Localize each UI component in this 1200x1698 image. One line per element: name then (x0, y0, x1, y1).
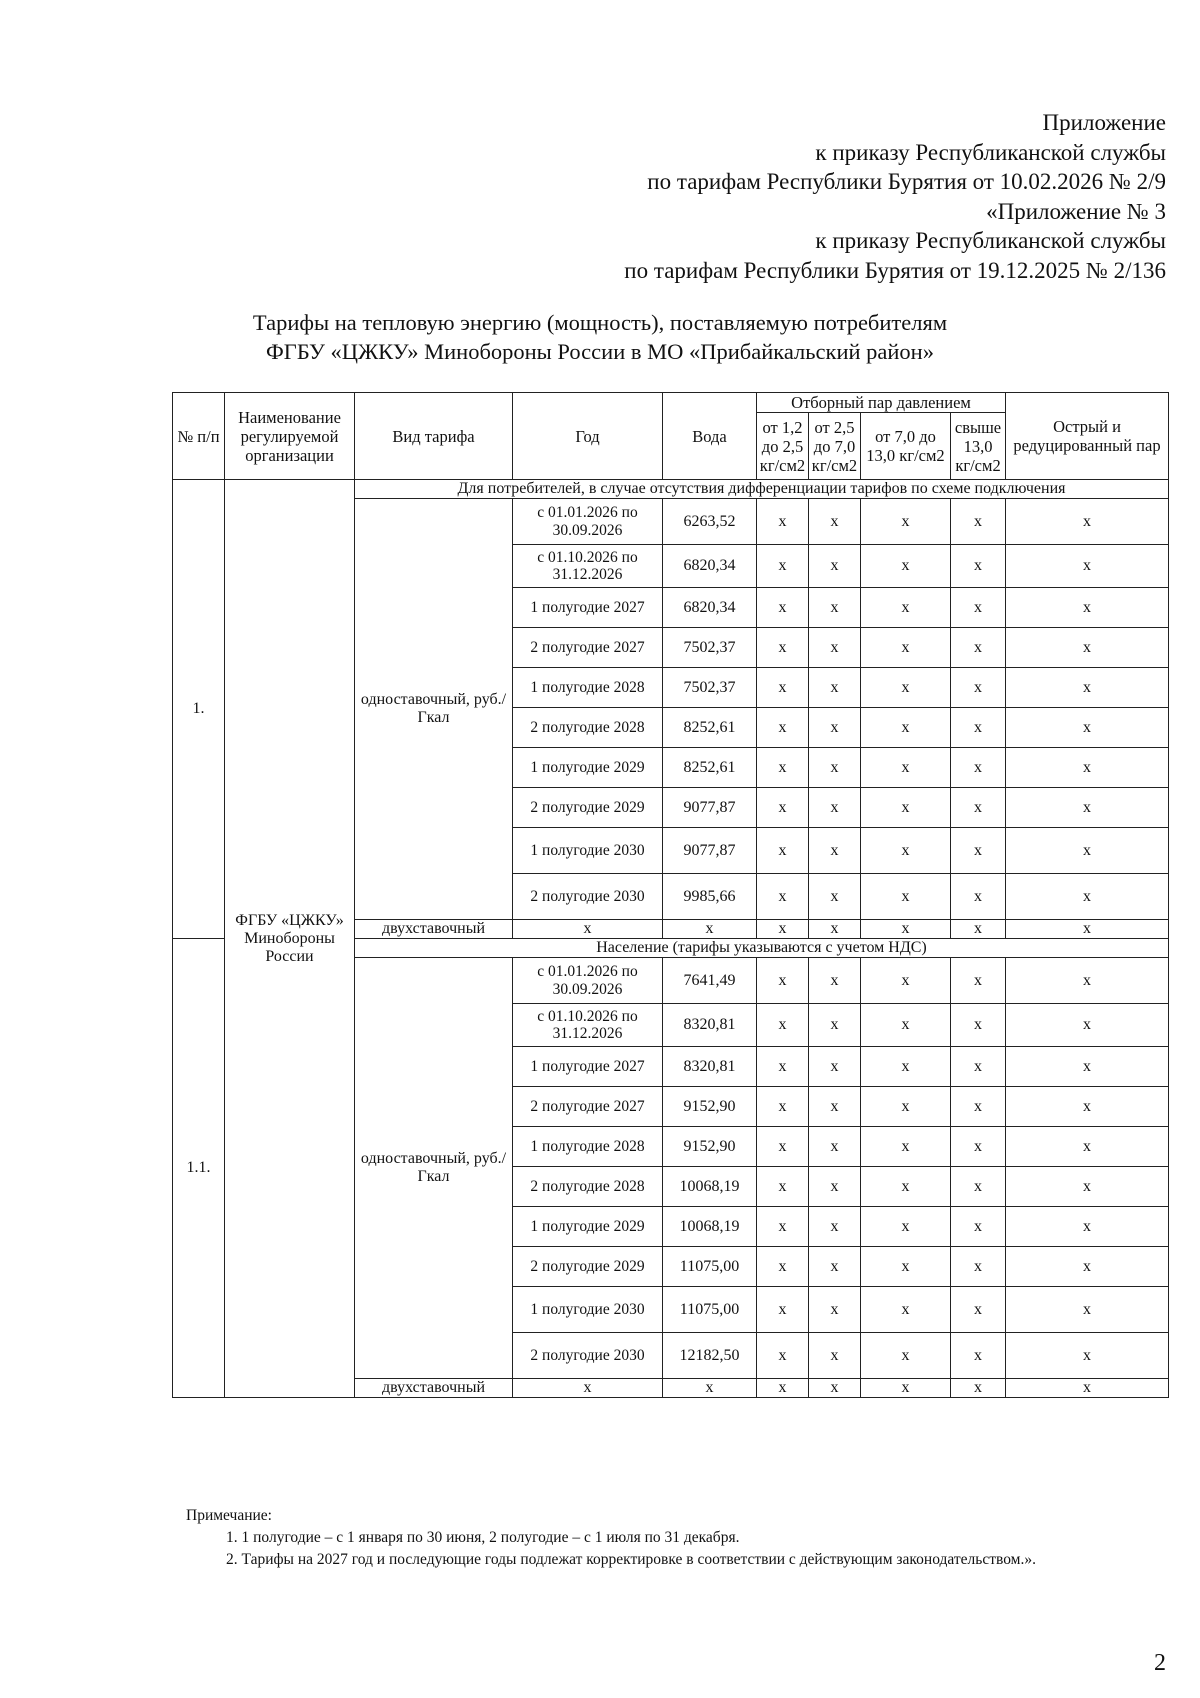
section-row (173, 480, 1169, 499)
cell-pressure-1-empty: х (757, 1379, 809, 1398)
tariff-table (172, 392, 1169, 1398)
period-cell: 1 полугодие 2027 (513, 1047, 663, 1087)
water-tariff-value: 6820,34 (663, 588, 757, 628)
water-tariff-value: 11075,00 (663, 1247, 757, 1287)
period-cell: с 01.01.2026 по 30.09.2026 (513, 958, 663, 1004)
cell-pressure-4-empty: х (951, 668, 1006, 708)
header-pressure-2: от 2,5 до 7,0 кг/см2 (809, 413, 861, 480)
period-cell: 2 полугодие 2027 (513, 1087, 663, 1127)
cell-pressure-1-empty: х (757, 668, 809, 708)
period-cell: 1 полугодие 2030 (513, 828, 663, 874)
cell-pressure-1-empty: х (757, 748, 809, 788)
water-tariff-value: 9152,90 (663, 1127, 757, 1167)
cell-sharp-steam-empty: х (1006, 1379, 1169, 1398)
period-cell: 1 полугодие 2029 (513, 748, 663, 788)
cell-pressure-1-empty: х (757, 1167, 809, 1207)
cell-pressure-4-empty: х (951, 708, 1006, 748)
cell-pressure-1-empty: х (757, 958, 809, 1004)
cell-pressure-2-empty: х (809, 1247, 861, 1287)
period-cell: 2 полугодие 2030 (513, 1333, 663, 1379)
cell-pressure-2-empty: х (809, 1087, 861, 1127)
water-tariff-value: 7641,49 (663, 958, 757, 1004)
cell-pressure-1-empty: х (757, 499, 809, 545)
cell-pressure-4-empty: х (951, 920, 1006, 939)
cell-pressure-2-empty: х (809, 920, 861, 939)
cell-pressure-4-empty: х (951, 828, 1006, 874)
header-steam-group: Отборный пар давлением (757, 393, 1006, 413)
period-cell: 1 полугодие 2029 (513, 1207, 663, 1247)
cell-sharp-steam-empty: х (1006, 1127, 1169, 1167)
cell-pressure-3-empty: х (861, 1333, 951, 1379)
notes-title: Примечание: (186, 1507, 272, 1524)
cell-sharp-steam-empty: х (1006, 1167, 1169, 1207)
cell-pressure-3-empty: х (861, 708, 951, 748)
title-line-1: Тарифы на тепловую энергию (мощность), поставляемую потребителям (252, 310, 948, 335)
section-label: Для потребителей, в случае отсутствия дифференциации тарифов по схеме подключения (355, 480, 1169, 499)
two-rate-label: двухставочный (355, 1379, 513, 1398)
period-cell: с 01.01.2026 по 30.09.2026 (513, 499, 663, 545)
cell-pressure-1-empty: х (757, 874, 809, 920)
water-tariff-value: 8252,61 (663, 748, 757, 788)
period-cell: 2 полугодие 2028 (513, 708, 663, 748)
cell-pressure-2-empty: х (809, 828, 861, 874)
cell-pressure-3-empty: х (861, 1087, 951, 1127)
cell-pressure-4-empty: х (951, 788, 1006, 828)
cell-pressure-4-empty: х (951, 1287, 1006, 1333)
cell-pressure-3-empty: х (861, 958, 951, 1004)
header-year: Год (513, 393, 663, 480)
cell-pressure-3-empty: х (861, 1207, 951, 1247)
cell-pressure-2-empty: х (809, 1287, 861, 1333)
cell-pressure-4-empty: х (951, 588, 1006, 628)
cell-sharp-steam-empty: х (1006, 499, 1169, 545)
water-tariff-value: 7502,37 (663, 668, 757, 708)
two-rate-label: двухставочный (355, 920, 513, 939)
period-cell: с 01.10.2026 по 31.12.2026 (513, 1004, 663, 1047)
header-line: по тарифам Республики Бурятия от 19.12.2025 № 2/136 (624, 257, 1166, 283)
cell-pressure-4-empty: х (951, 1004, 1006, 1047)
cell-pressure-3-empty: х (861, 668, 951, 708)
water-tariff-value: 10068,19 (663, 1207, 757, 1247)
header-line: «Приложение № 3 (986, 198, 1166, 224)
cell-pressure-4-empty: х (951, 545, 1006, 588)
header-line: по тарифам Республики Бурятия от 10.02.2026 № 2/9 (647, 169, 1166, 194)
water-tariff-value: 8320,81 (663, 1004, 757, 1047)
cell-sharp-steam-empty: х (1006, 1087, 1169, 1127)
water-tariff-value: 6820,34 (663, 545, 757, 588)
cell-pressure-1-empty: х (757, 1087, 809, 1127)
cell-pressure-1-empty: х (757, 788, 809, 828)
cell-pressure-3-empty: х (861, 1379, 951, 1398)
cell-pressure-3-empty: х (861, 1167, 951, 1207)
water-tariff-value: 9077,87 (663, 788, 757, 828)
cell-pressure-1-empty: х (757, 1287, 809, 1333)
tariff-type: одноставочный, руб./Гкал (355, 958, 513, 1379)
cell-pressure-4-empty: х (951, 1247, 1006, 1287)
cell-pressure-2-empty: х (809, 1004, 861, 1047)
cell-pressure-4-empty: х (951, 499, 1006, 545)
cell-pressure-2-empty: х (809, 588, 861, 628)
cell-pressure-2-empty: х (809, 708, 861, 748)
table-body (173, 480, 1169, 1398)
cell-pressure-3-empty: х (861, 788, 951, 828)
cell-sharp-steam-empty: х (1006, 1207, 1169, 1247)
cell-pressure-1-empty: х (757, 1047, 809, 1087)
cell-pressure-3-empty: х (861, 499, 951, 545)
row-number: 1.1. (173, 939, 225, 1398)
cell-pressure-1-empty: х (757, 628, 809, 668)
cell-pressure-3-empty: х (861, 1287, 951, 1333)
cell-sharp-steam-empty: х (1006, 920, 1169, 939)
cell-pressure-2-empty: х (809, 1333, 861, 1379)
cell-pressure-3-empty: х (861, 748, 951, 788)
cell-pressure-4-empty: х (951, 1087, 1006, 1127)
document-title (0, 308, 1200, 366)
cell-pressure-1-empty: х (757, 588, 809, 628)
cell-pressure-1-empty: х (757, 828, 809, 874)
cell-sharp-steam-empty: х (1006, 1287, 1169, 1333)
cell-sharp-steam-empty: х (1006, 708, 1169, 748)
title-line-2: ФГБУ «ЦЖКУ» Минобороны России в МО «Прибайкальский район» (266, 339, 934, 364)
cell-pressure-1-empty: х (757, 1333, 809, 1379)
cell-pressure-2-empty: х (809, 874, 861, 920)
appendix-header (624, 108, 1166, 285)
cell-sharp-steam-empty: х (1006, 828, 1169, 874)
cell-pressure-3-empty: х (861, 1127, 951, 1167)
header-num: № п/п (173, 393, 225, 480)
organization-name: ФГБУ «ЦЖКУ» Минобороны России (225, 480, 355, 1398)
period-cell: 1 полугодие 2027 (513, 588, 663, 628)
page-number: 2 (1154, 1650, 1166, 1676)
cell-pressure-3-empty: х (861, 545, 951, 588)
cell-pressure-3-empty: х (861, 588, 951, 628)
cell-pressure-2-empty: х (809, 1167, 861, 1207)
cell-sharp-steam-empty: х (1006, 1047, 1169, 1087)
water-tariff-value: 11075,00 (663, 1287, 757, 1333)
cell-pressure-1-empty: х (757, 708, 809, 748)
cell-pressure-2-empty: х (809, 1047, 861, 1087)
cell-sharp-steam-empty: х (1006, 788, 1169, 828)
header-org: Наименование регулируемой организации (225, 393, 355, 480)
water-tariff-value: 7502,37 (663, 628, 757, 668)
header-line: к приказу Республиканской службы (815, 228, 1166, 253)
cell-pressure-1-empty: х (757, 1127, 809, 1167)
water-tariff-value: 9985,66 (663, 874, 757, 920)
water-tariff-value: 6263,52 (663, 499, 757, 545)
cell-pressure-2-empty: х (809, 668, 861, 708)
cell-pressure-4-empty: х (951, 748, 1006, 788)
period-cell: 2 полугодие 2030 (513, 874, 663, 920)
header-pressure-4: свыше 13,0 кг/см2 (951, 413, 1006, 480)
cell-pressure-4-empty: х (951, 1167, 1006, 1207)
cell-year-empty: х (513, 920, 663, 939)
cell-pressure-4-empty: х (951, 1047, 1006, 1087)
cell-pressure-2-empty: х (809, 1127, 861, 1167)
cell-water-empty: х (663, 920, 757, 939)
header-water: Вода (663, 393, 757, 480)
header-sharp-steam: Острый и редуцированный пар (1006, 393, 1169, 480)
cell-sharp-steam-empty: х (1006, 628, 1169, 668)
cell-pressure-1-empty: х (757, 920, 809, 939)
period-cell: с 01.10.2026 по 31.12.2026 (513, 545, 663, 588)
cell-pressure-2-empty: х (809, 499, 861, 545)
period-cell: 2 полугодие 2029 (513, 788, 663, 828)
section-label: Население (тарифы указываются с учетом НДС) (355, 939, 1169, 958)
period-cell: 1 полугодие 2028 (513, 1127, 663, 1167)
cell-year-empty: х (513, 1379, 663, 1398)
water-tariff-value: 9152,90 (663, 1087, 757, 1127)
cell-pressure-4-empty: х (951, 1127, 1006, 1167)
water-tariff-value: 9077,87 (663, 828, 757, 874)
cell-water-empty: х (663, 1379, 757, 1398)
period-cell: 1 полугодие 2028 (513, 668, 663, 708)
period-cell: 1 полугодие 2030 (513, 1287, 663, 1333)
period-cell: 2 полугодие 2027 (513, 628, 663, 668)
cell-pressure-4-empty: х (951, 958, 1006, 1004)
cell-sharp-steam-empty: х (1006, 958, 1169, 1004)
tariff-type: одноставочный, руб./Гкал (355, 499, 513, 920)
header-tariff-type: Вид тарифа (355, 393, 513, 480)
note-item-2: 2. Тарифы на 2027 год и последующие годы подлежат корректировке в соответствии с действующим законодательством.». (226, 1551, 1036, 1568)
water-tariff-value: 10068,19 (663, 1167, 757, 1207)
cell-pressure-4-empty: х (951, 1207, 1006, 1247)
header-line: Приложение (1042, 110, 1166, 135)
cell-pressure-4-empty: х (951, 1333, 1006, 1379)
cell-pressure-4-empty: х (951, 628, 1006, 668)
cell-sharp-steam-empty: х (1006, 588, 1169, 628)
cell-pressure-2-empty: х (809, 1207, 861, 1247)
cell-sharp-steam-empty: х (1006, 668, 1169, 708)
cell-sharp-steam-empty: х (1006, 748, 1169, 788)
cell-pressure-2-empty: х (809, 545, 861, 588)
cell-sharp-steam-empty: х (1006, 1247, 1169, 1287)
cell-pressure-3-empty: х (861, 828, 951, 874)
cell-pressure-4-empty: х (951, 874, 1006, 920)
cell-pressure-1-empty: х (757, 1247, 809, 1287)
note-item-1: 1. 1 полугодие – с 1 января по 30 июня, 2 полугодие – с 1 июля по 31 декабря. (226, 1529, 740, 1546)
period-cell: 2 полугодие 2028 (513, 1167, 663, 1207)
row-number: 1. (173, 480, 225, 939)
cell-pressure-4-empty: х (951, 1379, 1006, 1398)
water-tariff-value: 8252,61 (663, 708, 757, 748)
cell-pressure-2-empty: х (809, 748, 861, 788)
cell-sharp-steam-empty: х (1006, 1004, 1169, 1047)
cell-pressure-3-empty: х (861, 920, 951, 939)
header-pressure-1: от 1,2 до 2,5 кг/см2 (757, 413, 809, 480)
cell-pressure-3-empty: х (861, 1004, 951, 1047)
cell-sharp-steam-empty: х (1006, 1333, 1169, 1379)
cell-pressure-1-empty: х (757, 1207, 809, 1247)
cell-pressure-3-empty: х (861, 1247, 951, 1287)
cell-pressure-1-empty: х (757, 1004, 809, 1047)
water-tariff-value: 12182,50 (663, 1333, 757, 1379)
cell-pressure-3-empty: х (861, 628, 951, 668)
header-pressure-3: от 7,0 до 13,0 кг/см2 (861, 413, 951, 480)
period-cell: 2 полугодие 2029 (513, 1247, 663, 1287)
cell-pressure-2-empty: х (809, 628, 861, 668)
cell-pressure-2-empty: х (809, 958, 861, 1004)
cell-pressure-1-empty: х (757, 545, 809, 588)
cell-pressure-2-empty: х (809, 1379, 861, 1398)
header-line: к приказу Республиканской службы (815, 139, 1166, 165)
cell-pressure-2-empty: х (809, 788, 861, 828)
notes (186, 1505, 1168, 1571)
cell-pressure-3-empty: х (861, 874, 951, 920)
cell-sharp-steam-empty: х (1006, 545, 1169, 588)
cell-pressure-3-empty: х (861, 1047, 951, 1087)
cell-sharp-steam-empty: х (1006, 874, 1169, 920)
water-tariff-value: 8320,81 (663, 1047, 757, 1087)
